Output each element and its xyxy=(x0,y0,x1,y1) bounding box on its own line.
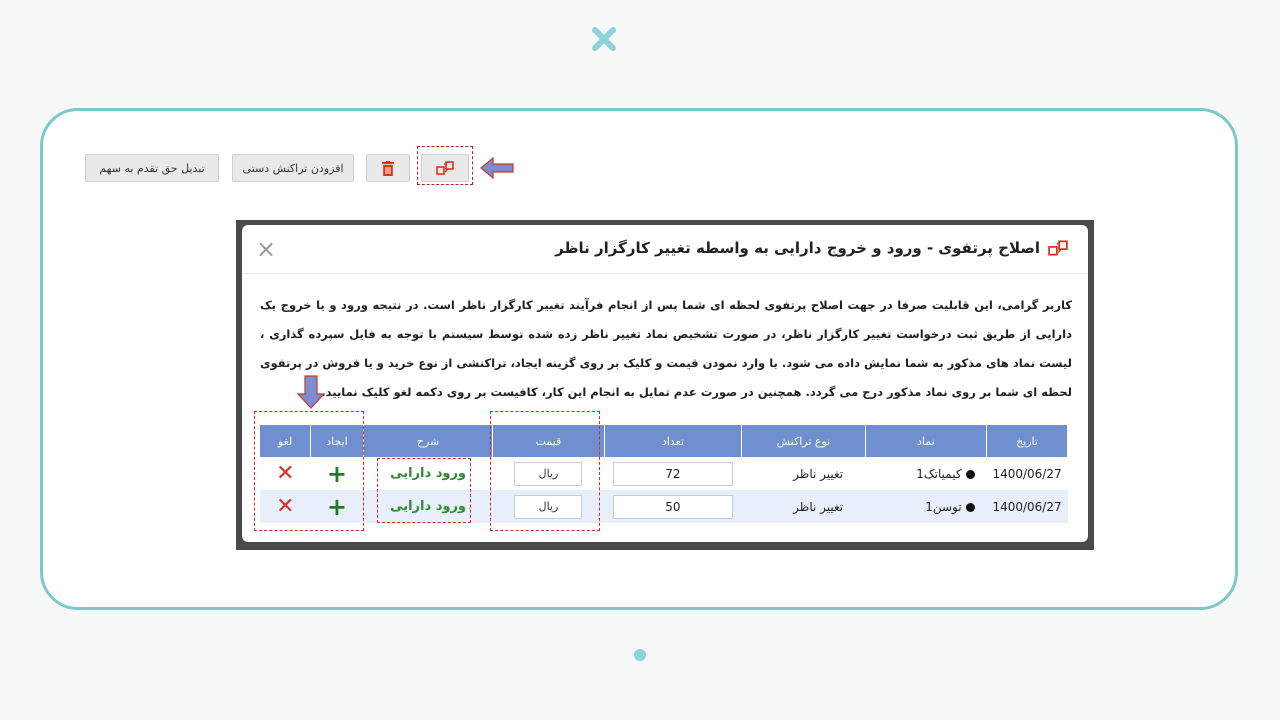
count-cell xyxy=(604,490,742,523)
table-header-row xyxy=(260,425,1068,457)
arrow-down-icon xyxy=(296,374,326,410)
symbol-cell: کیمیاتک1 xyxy=(865,457,986,490)
count-cell xyxy=(604,457,742,490)
add-manual-transaction-button[interactable]: افزودن تراکنش دستی xyxy=(232,154,354,182)
date-cell: 1400/06/27 xyxy=(987,490,1068,523)
col-create: ایجاد xyxy=(311,425,364,457)
trash-icon xyxy=(382,161,394,176)
cancel-button[interactable]: ✕ xyxy=(276,460,295,486)
col-count: تعداد xyxy=(604,425,742,457)
desc-cell: ورود دارایی xyxy=(363,457,493,490)
count-input[interactable]: 50 xyxy=(613,495,733,519)
col-desc: شرح xyxy=(363,425,493,457)
price-input[interactable]: ریال xyxy=(514,495,582,519)
price-input[interactable]: ریال xyxy=(514,462,582,486)
modal-header xyxy=(242,225,1088,274)
col-price: قیمت xyxy=(493,425,604,457)
modal-screenshot xyxy=(236,220,1094,550)
cancel-button[interactable]: ✕ xyxy=(276,493,295,519)
portfolio-correction-icon xyxy=(1048,239,1068,257)
col-symbol: نماد xyxy=(865,425,986,457)
close-decoration-icon xyxy=(590,25,618,53)
create-button[interactable]: + xyxy=(326,492,348,521)
delete-button[interactable] xyxy=(366,154,410,182)
col-cancel: لغو xyxy=(260,425,311,457)
col-date: تاریخ xyxy=(987,425,1068,457)
type-cell: تغییر ناظر xyxy=(742,457,865,490)
type-cell: تغییر ناظر xyxy=(742,490,865,523)
count-input[interactable]: 72 xyxy=(613,462,733,486)
modal-title: اصلاح پرتفوی - ورود و خروج دارایی به واسطه تغییر کارگزار ناظر xyxy=(555,239,1040,257)
desc-cell: ورود دارایی xyxy=(363,490,493,523)
create-button[interactable]: + xyxy=(326,459,348,488)
portfolio-correction-modal xyxy=(242,225,1088,542)
modal-description: کاربر گرامی، این قابلیت صرفا در جهت اصلاح پرتفوی لحظه ای شما پس از انجام فرآیند تغییر کارگزار ناظر است. در نتیجه ورود و یا خروج یک دارایی از طریق ثبت درخواست تغییر کارگزار ناظر، در صورت تشخیص نماد تغییر ناظر زده شده توسط سیستم با توجه به فایل سپرده گذاری ، لیست نماد های مذکور به شما نمایش داده می شود. با وارد نمودن قیمت و کلیک بر روی گزینه ایجاد، تراکنشی از نوع خرید و یا فروش در پرتفوی لحظه ای شما بر روی نماد مذکور درج می گردد. همچنین در صورت عدم تمایل به انجام این کار، کافیست بر روی دکمه لغو کلیک نمایید. xyxy=(260,298,1072,399)
bullet-icon xyxy=(966,470,975,479)
change-priority-button[interactable]: تبدیل حق تقدم به سهم xyxy=(85,154,219,182)
symbol-cell: توسن1 xyxy=(865,490,986,523)
decoration-dot xyxy=(634,649,646,661)
arrow-left-icon xyxy=(479,156,515,180)
highlight-price-box xyxy=(490,411,600,531)
highlight-box xyxy=(417,146,473,185)
content-card xyxy=(40,108,1238,610)
col-type: نوع تراکنش xyxy=(742,425,865,457)
highlight-desc-box xyxy=(377,458,471,523)
date-cell: 1400/06/27 xyxy=(987,457,1068,490)
highlight-actions-box xyxy=(254,411,364,531)
close-icon[interactable]: × xyxy=(256,235,277,263)
bullet-icon xyxy=(966,503,975,512)
